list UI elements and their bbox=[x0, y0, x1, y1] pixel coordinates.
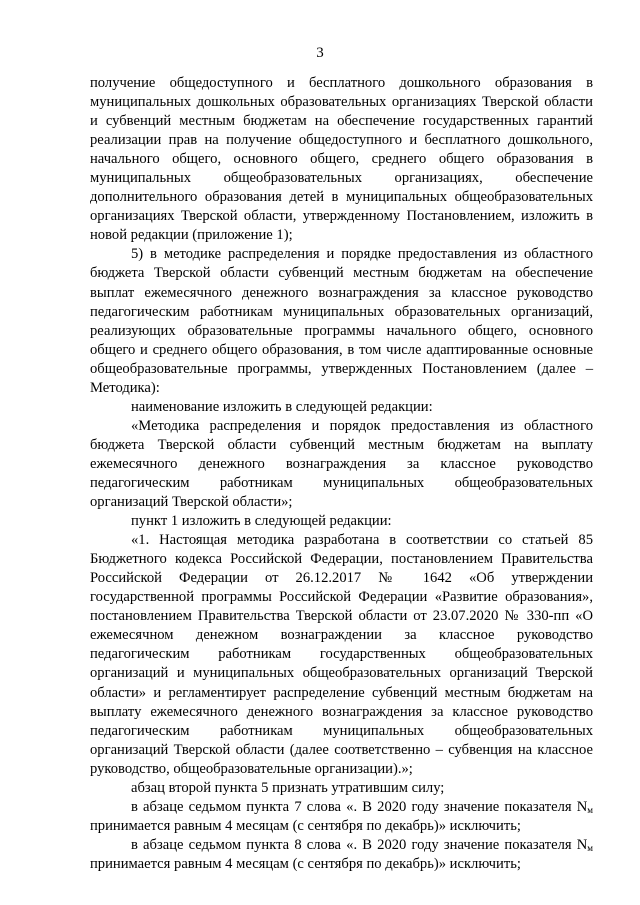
page-number: 3 bbox=[316, 45, 324, 61]
paragraph-point-7 bbox=[90, 798, 593, 836]
paragraph-point-7-subscript: м bbox=[587, 804, 593, 815]
paragraph-point-7-text: в абзаце седьмом пункта 7 слова «. В 2020 году значение показателя N bbox=[131, 798, 588, 815]
paragraph-item-5: 5) в методике распределения и порядке предоставления из областного бюджета Тверской области субвенций местным бюджетам на обеспечение выплат ежемесячного денежного вознаграждения за классное руководство педагогическим работникам муниципальных образовательных организаций, реализующих образовательные программы начального общего, основного общего и среднего общего образования, в том числе адаптированные основные общеобразовательные программы, утвержденных Постановлением (далее – Методика): bbox=[90, 246, 593, 396]
document-body bbox=[90, 74, 593, 874]
paragraph-point-5: абзац второй пункта 5 признать утратившим силу; bbox=[131, 779, 445, 796]
paragraph-point-7-text-end: принимается равным 4 месяцам (с сентября по декабрь)» исключить; bbox=[90, 817, 521, 834]
paragraph-continuation: получение общедоступного и бесплатного дошкольного образования в муниципальных дошкольных образовательных организациях Тверской области и субвенций местным бюджетам на обеспечение государственных гарантий реализации прав на получение общедоступного и бесплатного дошкольного, начального общего, основного общего, среднего общего образования в муниципальных общеобразовательных организациях, обеспечение дополнительного образования детей в муниципальных общеобразовательных организациях Тверской области, утвержденному Постановлением, изложить в новой редакции (приложение 1); bbox=[90, 75, 593, 244]
paragraph-point-8-subscript: м bbox=[587, 842, 593, 853]
paragraph-point-1-text: «1. Настоящая методика разработана в соответствии со статьей 85 Бюджетного кодекса Российской Федерации, постановлением Правительства Российской Федерации от 26.12.2017 № 1642 «Об утверждении государственной программы Российской Федерации «Развитие образования», постановлением Правительства Тверской области от 23.07.2020 № 330-пп «О ежемесячном денежном вознаграждении за классное руководство педагогическим работникам государственных общеобразовательных организаций и муниципальных общеобразовательных организаций Тверской области» и регламентирует распределение субвенций местным бюджетам на выплату ежемесячного денежного вознаграждения за классное руководство педагогическим работникам муниципальных общеобразовательных организаций Тверской области (далее соответственно – субвенция на классное руководство, общеобразовательные организации).»; bbox=[90, 532, 593, 777]
paragraph-new-title: «Методика распределения и порядок предоставления из областного бюджета Тверской области субвенций местным бюджетам на выплату ежемесячного денежного вознаграждения за классное руководство педагогическим работникам муниципальных общеобразовательных организаций Тверской области»; bbox=[90, 417, 593, 511]
paragraph-point-8 bbox=[90, 836, 593, 874]
paragraph-point-8-text-end: принимается равным 4 месяцам (с сентября по декабрь)» исключить; bbox=[90, 855, 521, 872]
paragraph-title-instruction: наименование изложить в следующей редакции: bbox=[131, 398, 433, 415]
paragraph-point-1-instruction: пункт 1 изложить в следующей редакции: bbox=[131, 513, 392, 530]
paragraph-point-8-text: в абзаце седьмом пункта 8 слова «. В 2020 году значение показателя N bbox=[131, 836, 588, 853]
